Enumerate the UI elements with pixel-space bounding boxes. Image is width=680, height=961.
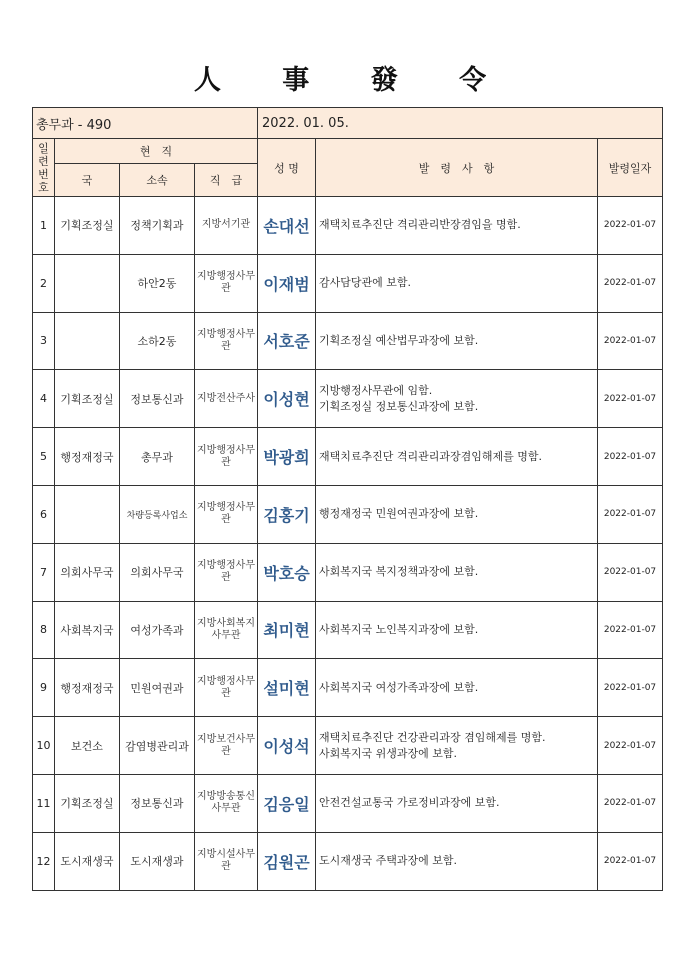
row-date: 2022-01-07 [598, 197, 663, 255]
row-rank: 지방보건사무관 [195, 717, 258, 775]
row-content: 지방행정사무관에 임함. 기획조정실 정보통신과장에 보함. [316, 370, 598, 428]
row-serial: 9 [33, 659, 55, 717]
row-rank: 지방행정사무관 [195, 659, 258, 717]
row-serial: 7 [33, 543, 55, 601]
row-bureau [55, 312, 120, 370]
row-date: 2022-01-07 [598, 428, 663, 486]
row-bureau: 행정재정국 [55, 428, 120, 486]
row-bureau [55, 254, 120, 312]
row-content: 사회복지국 여성가족과장에 보함. [316, 659, 598, 717]
row-date: 2022-01-07 [598, 601, 663, 659]
row-name: 최미현 [258, 601, 316, 659]
row-serial: 4 [33, 370, 55, 428]
row-name: 김응일 [258, 774, 316, 832]
row-date: 2022-01-07 [598, 774, 663, 832]
document-title: 人 事 發 令 [193, 65, 513, 96]
row-rank: 지방사회복지사무관 [195, 601, 258, 659]
dept-number: 총무과 - 490 [33, 108, 258, 139]
row-bureau: 보건소 [55, 717, 120, 775]
row-bureau: 행정재정국 [55, 659, 120, 717]
row-content: 기획조정실 예산법무과장에 보함. [316, 312, 598, 370]
row-bureau: 도시재생국 [55, 832, 120, 890]
table-row [33, 543, 663, 601]
row-unit: 총무과 [120, 428, 195, 486]
row-name: 박호승 [258, 543, 316, 601]
row-unit: 감염병관리과 [120, 717, 195, 775]
row-serial: 8 [33, 601, 55, 659]
row-bureau: 기획조정실 [55, 774, 120, 832]
row-bureau [55, 485, 120, 543]
row-rank: 지방행정사무관 [195, 312, 258, 370]
col-bureau: 국 [55, 164, 120, 197]
row-content: 사회복지국 노인복지과장에 보함. [316, 601, 598, 659]
row-rank: 지방행정사무관 [195, 428, 258, 486]
row-serial: 5 [33, 428, 55, 486]
row-name: 박광희 [258, 428, 316, 486]
row-unit: 소하2동 [120, 312, 195, 370]
row-date: 2022-01-07 [598, 485, 663, 543]
row-content: 감사담당관에 보함. [316, 254, 598, 312]
row-unit: 정보통신과 [120, 774, 195, 832]
row-date: 2022-01-07 [598, 370, 663, 428]
row-serial: 12 [33, 832, 55, 890]
table-row [33, 312, 663, 370]
row-bureau: 기획조정실 [55, 370, 120, 428]
row-content: 재택치료추진단 건강관리과장 겸임해제를 명함. 사회복지국 위생과장에 보함. [316, 717, 598, 775]
row-bureau: 사회복지국 [55, 601, 120, 659]
header-info-row [33, 108, 663, 139]
row-date: 2022-01-07 [598, 543, 663, 601]
row-content: 도시재생국 주택과장에 보함. [316, 832, 598, 890]
col-serial: 일 련 번 호 [33, 139, 55, 197]
table-row [33, 370, 663, 428]
table-row [33, 832, 663, 890]
row-name: 김원곤 [258, 832, 316, 890]
col-content: 발 령 사 항 [316, 139, 598, 197]
row-rank: 지방전산주사 [195, 370, 258, 428]
table-row [33, 601, 663, 659]
column-header-row-1 [33, 139, 663, 164]
table-row [33, 774, 663, 832]
row-serial: 1 [33, 197, 55, 255]
row-serial: 3 [33, 312, 55, 370]
row-rank: 지방행정사무관 [195, 254, 258, 312]
row-name: 이재범 [258, 254, 316, 312]
row-name: 김홍기 [258, 485, 316, 543]
row-unit: 정보통신과 [120, 370, 195, 428]
personnel-order-table [32, 107, 662, 891]
row-date: 2022-01-07 [598, 312, 663, 370]
row-date: 2022-01-07 [598, 717, 663, 775]
row-unit: 도시재생과 [120, 832, 195, 890]
row-bureau: 의회사무국 [55, 543, 120, 601]
row-content: 재택치료추진단 격리관리반장겸임을 명함. [316, 197, 598, 255]
row-unit: 여성가족과 [120, 601, 195, 659]
row-unit: 의회사무국 [120, 543, 195, 601]
row-rank: 지방방송통신사무관 [195, 774, 258, 832]
row-rank: 지방시설사무관 [195, 832, 258, 890]
col-rank: 직 급 [195, 164, 258, 197]
row-serial: 6 [33, 485, 55, 543]
row-date: 2022-01-07 [598, 832, 663, 890]
row-unit: 정책기획과 [120, 197, 195, 255]
row-date: 2022-01-07 [598, 659, 663, 717]
row-content: 안전건설교통국 가로정비과장에 보함. [316, 774, 598, 832]
table-row [33, 485, 663, 543]
row-content: 행정재정국 민원여권과장에 보함. [316, 485, 598, 543]
col-unit: 소속 [120, 164, 195, 197]
row-content: 사회복지국 복지정책과장에 보함. [316, 543, 598, 601]
row-unit: 하안2동 [120, 254, 195, 312]
row-content: 재택치료추진단 격리관리과장겸임해제를 명함. [316, 428, 598, 486]
row-rank: 지방행정사무관 [195, 543, 258, 601]
row-unit: 민원여권과 [120, 659, 195, 717]
table-row [33, 717, 663, 775]
col-name: 성 명 [258, 139, 316, 197]
col-date: 발령일자 [598, 139, 663, 197]
row-rank: 지방서기관 [195, 197, 258, 255]
table-row [33, 197, 663, 255]
row-name: 서호준 [258, 312, 316, 370]
row-name: 손대선 [258, 197, 316, 255]
row-unit: 차량등록사업소 [120, 485, 195, 543]
row-name: 이성석 [258, 717, 316, 775]
row-date: 2022-01-07 [598, 254, 663, 312]
row-serial: 10 [33, 717, 55, 775]
row-name: 이성현 [258, 370, 316, 428]
row-bureau: 기획조정실 [55, 197, 120, 255]
col-current: 현 직 [55, 139, 258, 164]
row-rank: 지방행정사무관 [195, 485, 258, 543]
table-row [33, 659, 663, 717]
row-name: 설미현 [258, 659, 316, 717]
row-serial: 2 [33, 254, 55, 312]
order-date: 2022. 01. 05. [258, 108, 663, 139]
row-serial: 11 [33, 774, 55, 832]
table-row [33, 254, 663, 312]
table-row [33, 428, 663, 486]
